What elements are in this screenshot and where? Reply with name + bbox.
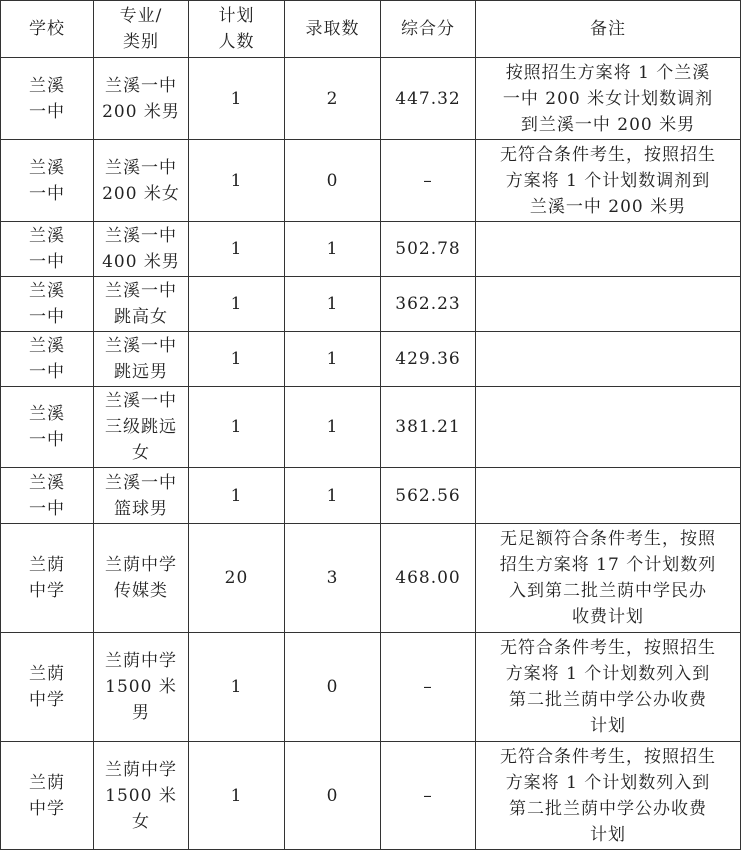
cell-note: [476, 277, 741, 332]
cell-plan: 1: [189, 387, 285, 468]
cell-score: –: [381, 140, 476, 222]
table-row: [1, 332, 741, 387]
cell-admitted: 0: [285, 633, 381, 742]
cell-plan: 20: [189, 524, 285, 633]
table-row: [1, 633, 741, 742]
cell-school: 兰荫 中学: [1, 524, 94, 633]
header-major: 专业/ 类别: [94, 1, 189, 58]
cell-plan: 1: [189, 140, 285, 222]
cell-plan: 1: [189, 468, 285, 524]
cell-major: 兰溪一中 跳远男: [94, 332, 189, 387]
header-note: 备注: [476, 1, 741, 58]
cell-school: 兰溪 一中: [1, 387, 94, 468]
cell-score: 468.00: [381, 524, 476, 633]
cell-admitted: 1: [285, 387, 381, 468]
cell-school: 兰荫 中学: [1, 742, 94, 850]
cell-score: 429.36: [381, 332, 476, 387]
cell-major: 兰溪一中 400 米男: [94, 222, 189, 277]
cell-admitted: 1: [285, 222, 381, 277]
cell-note: 按照招生方案将 1 个兰溪 一中 200 米女计划数调剂 到兰溪一中 200 米男: [476, 58, 741, 140]
cell-school: 兰溪 一中: [1, 140, 94, 222]
cell-score: –: [381, 633, 476, 742]
cell-admitted: 2: [285, 58, 381, 140]
cell-plan: 1: [189, 332, 285, 387]
cell-major: 兰溪一中 篮球男: [94, 468, 189, 524]
table-row: [1, 58, 741, 140]
cell-admitted: 1: [285, 468, 381, 524]
cell-plan: 1: [189, 633, 285, 742]
cell-score: 362.23: [381, 277, 476, 332]
cell-major: 兰溪一中 200 米男: [94, 58, 189, 140]
cell-note: 无足额符合条件考生，按照 招生方案将 17 个计划数列 入到第二批兰荫中学民办 收费计划: [476, 524, 741, 633]
cell-plan: 1: [189, 58, 285, 140]
table-row: [1, 387, 741, 468]
cell-score: 447.32: [381, 58, 476, 140]
cell-score: 502.78: [381, 222, 476, 277]
table-row: [1, 140, 741, 222]
cell-admitted: 1: [285, 332, 381, 387]
cell-note: [476, 468, 741, 524]
cell-note: 无符合条件考生，按照招生 方案将 1 个计划数调剂到 兰溪一中 200 米男: [476, 140, 741, 222]
cell-school: 兰溪 一中: [1, 332, 94, 387]
header-school: 学校: [1, 1, 94, 58]
cell-plan: 1: [189, 277, 285, 332]
cell-school: 兰荫 中学: [1, 633, 94, 742]
table-row: [1, 222, 741, 277]
cell-admitted: 0: [285, 742, 381, 850]
cell-school: 兰溪 一中: [1, 468, 94, 524]
header-plan: 计划 人数: [189, 1, 285, 58]
cell-admitted: 0: [285, 140, 381, 222]
cell-score: –: [381, 742, 476, 850]
cell-score: 381.21: [381, 387, 476, 468]
cell-school: 兰溪 一中: [1, 58, 94, 140]
cell-school: 兰溪 一中: [1, 222, 94, 277]
cell-admitted: 3: [285, 524, 381, 633]
table-row: [1, 742, 741, 850]
cell-note: [476, 222, 741, 277]
header-score: 综合分: [381, 1, 476, 58]
cell-major: 兰荫中学 1500 米男: [94, 633, 189, 742]
cell-note: 无符合条件考生，按照招生 方案将 1 个计划数列入到 第二批兰荫中学公办收费 计划: [476, 742, 741, 850]
cell-note: [476, 332, 741, 387]
cell-school: 兰溪 一中: [1, 277, 94, 332]
cell-major: 兰荫中学 传媒类: [94, 524, 189, 633]
cell-major: 兰溪一中 三级跳远 女: [94, 387, 189, 468]
cell-plan: 1: [189, 742, 285, 850]
cell-plan: 1: [189, 222, 285, 277]
cell-major: 兰溪一中 跳高女: [94, 277, 189, 332]
table-row: [1, 524, 741, 633]
cell-note: [476, 387, 741, 468]
table-row: [1, 277, 741, 332]
header-admitted: 录取数: [285, 1, 381, 58]
cell-major: 兰荫中学 1500 米女: [94, 742, 189, 850]
cell-admitted: 1: [285, 277, 381, 332]
cell-major: 兰溪一中 200 米女: [94, 140, 189, 222]
table-row: [1, 468, 741, 524]
header-row: [1, 1, 741, 58]
cell-score: 562.56: [381, 468, 476, 524]
cell-note: 无符合条件考生，按照招生 方案将 1 个计划数列入到 第二批兰荫中学公办收费 计划: [476, 633, 741, 742]
